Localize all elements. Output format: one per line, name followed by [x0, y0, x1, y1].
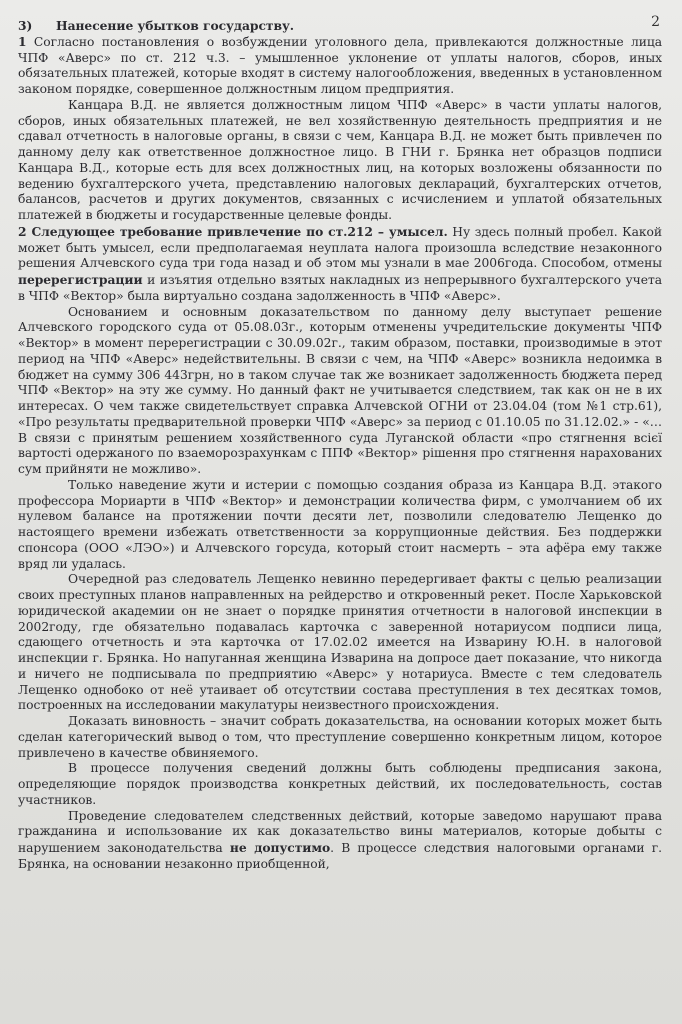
paragraph-9	[18, 809, 662, 873]
paragraph-2: Канцара В.Д. не является должностным лицом ЧПФ «Аверс» в части уплаты налогов, сборов, иных обязательных платежей, не вел хозяйственную деятельность предприятия и не сдавал отчетность в налоговые органы, в связи с чем, Канцара В.Д. не может быть привлечен по данному делу как ответственное должностное лицо. В ГНИ г. Брянка нет образцов подписи Канцара В.Д., которые есть для всех должностных лиц, на которых возложены обязанности по ведению бухгалтерского учета, представлению налоговых деклараций, бухгалтерских отчетов, балансов, расчетов и других документов, связанных с исчислением и уплатой обязательных платежей в бюджеты и государственные целевые фонды.	[18, 97, 662, 222]
section-number: 3)	[18, 18, 33, 33]
paragraph-8: В процессе получения сведений должны быть соблюдены предписания закона, определяющие порядок производства конкретных действий, их последовательность, состав участников.	[18, 761, 662, 807]
paragraph-1-text: Согласно постановления о возбуждении уголовного дела, привлекаются должностные лица ЧПФ «Аверс» по ст. 212 ч.3. – умышленное уклонение от уплаты налогов, сборов, иных обязательных платежей, которые входят в систему налогообложения, введенных в установленном законом порядке, совершенное должностным лицом предприятия.	[18, 34, 662, 96]
paragraph-1	[18, 34, 662, 98]
paragraph-5: Только наведение жути и истерии с помощью создания образа из Канцара В.Д. этакого профессора Мориарти в ЧПФ «Вектор» и демонстрации количества фирм, с умолчанием об их нулевом балансе на протяжении почти десяти лет, позволили следователю Лещенко до настоящего времени избежать ответственности за коррупционные действия. Без поддержки спонсора (ООО «ЛЭО») и Алчевского горсуда, который стоит насмерть – эта афёра ему также вряд ли удалась.	[18, 477, 662, 571]
paragraph-9-emphasis: не допустимо	[229, 840, 331, 855]
paragraph-9-text-a: Проведение следователем следственных действий, которые заведомо нарушают права гражданина и использование их как доказательство вины материалов, которые добыты с нарушением законодательства	[18, 808, 662, 855]
paragraph-3-text-b: и изъятия отдельно взятых накладных из непрерывного бухгалтерского учета в ЧПФ «Вектор» была виртуально создана задолженность в ЧПФ «Аверс».	[18, 273, 663, 303]
paragraph-3-text-a: Ну здесь полный пробел. Какой может быть умысел, если предполагаемая неуплата налога произошла вследствие незаконного решения Алчевского суда три года назад и об этом мы узнали в мае 2006года. Способом, отмены	[18, 224, 663, 271]
paragraph-9-text-b: . В процессе следствия налоговыми органами г. Брянка, на основании незаконно приобщенной,	[18, 841, 662, 871]
paragraph-7: Доказать виновность – значит собрать доказательства, на основании которых может быть сделан категорический вывод о том, что преступление совершенно конкретным лицом, которое привлечено в качестве обвиняемого.	[18, 714, 662, 760]
page-number: 2	[651, 14, 660, 30]
section-heading	[18, 18, 662, 34]
paragraph-6: Очередной раз следователь Лещенко невинно передергивает факты с целью реализации своих преступных планов направленных на рейдерство и откровенный рекет. После Харьковской юридической академии он не знает о порядке принятия отчетности в налоговой инспекции в 2002году, где обязательно подавалась карточка с заверенной нотариусом подписи лица, сдающего отчетность и эта карточка от 17.02.02 имеется на Изварину Ю.Н. в налоговой инспекции г. Брянка. Но напуганная женщина Изварина на допросе дает показание, что никогда и ничего не подписывала по предприятию «Аверс» у нотариуса. Вместе с тем следователь Лещенко однобоко от неё утаивает об отсутствии состава преступления в тех десятках томов, построенных на исследовании макулатуры неизвестного происхождения.	[18, 572, 662, 713]
paragraph-3-heading: 2 Следующее требование привлечение по ст.212 – умысел.	[18, 223, 448, 239]
paragraph-3-emphasis: перерегистрации	[18, 272, 143, 287]
paragraph-3	[18, 224, 662, 305]
paragraph-4: Основанием и основным доказательством по данному делу выступает решение Алчевского городского суда от 05.08.03г., которым отменены учредительские документы ЧПФ «Вектор» в момент перерегистрации с 30.09.02г., таким образом, поставки, производимые в этот период на ЧПФ «Аверс» недействительны. В связи с чем, на ЧПФ «Аверс» возникла недоимка в бюджет на сумму 306 443грн, но в таком случае так же возникает задолженность бюджета перед ЧПФ «Вектор» на эту же сумму. Но данный факт не учитывается следствием, так как он не в их интересах. О чем также свидетельствует справка Алчевской ОГНИ от 23.04.04 (том №1 стр.61), «Про результаты предварительной проверки ЧПФ «Аверс» за период с 01.10.05 по 31.12.02.» - «…В связи с принятым решением хозяйственного суда Луганской области «про стягнення всієї вартості одержаного по взаеморозрахункам с ППФ «Вектор» рішення про стягнення нарахованих сум прийняти не можливо».	[18, 304, 662, 476]
document-body	[18, 8, 662, 873]
section-title: Нанесение убытков государству.	[56, 18, 295, 33]
paragraph-1-number: 1	[18, 33, 27, 49]
